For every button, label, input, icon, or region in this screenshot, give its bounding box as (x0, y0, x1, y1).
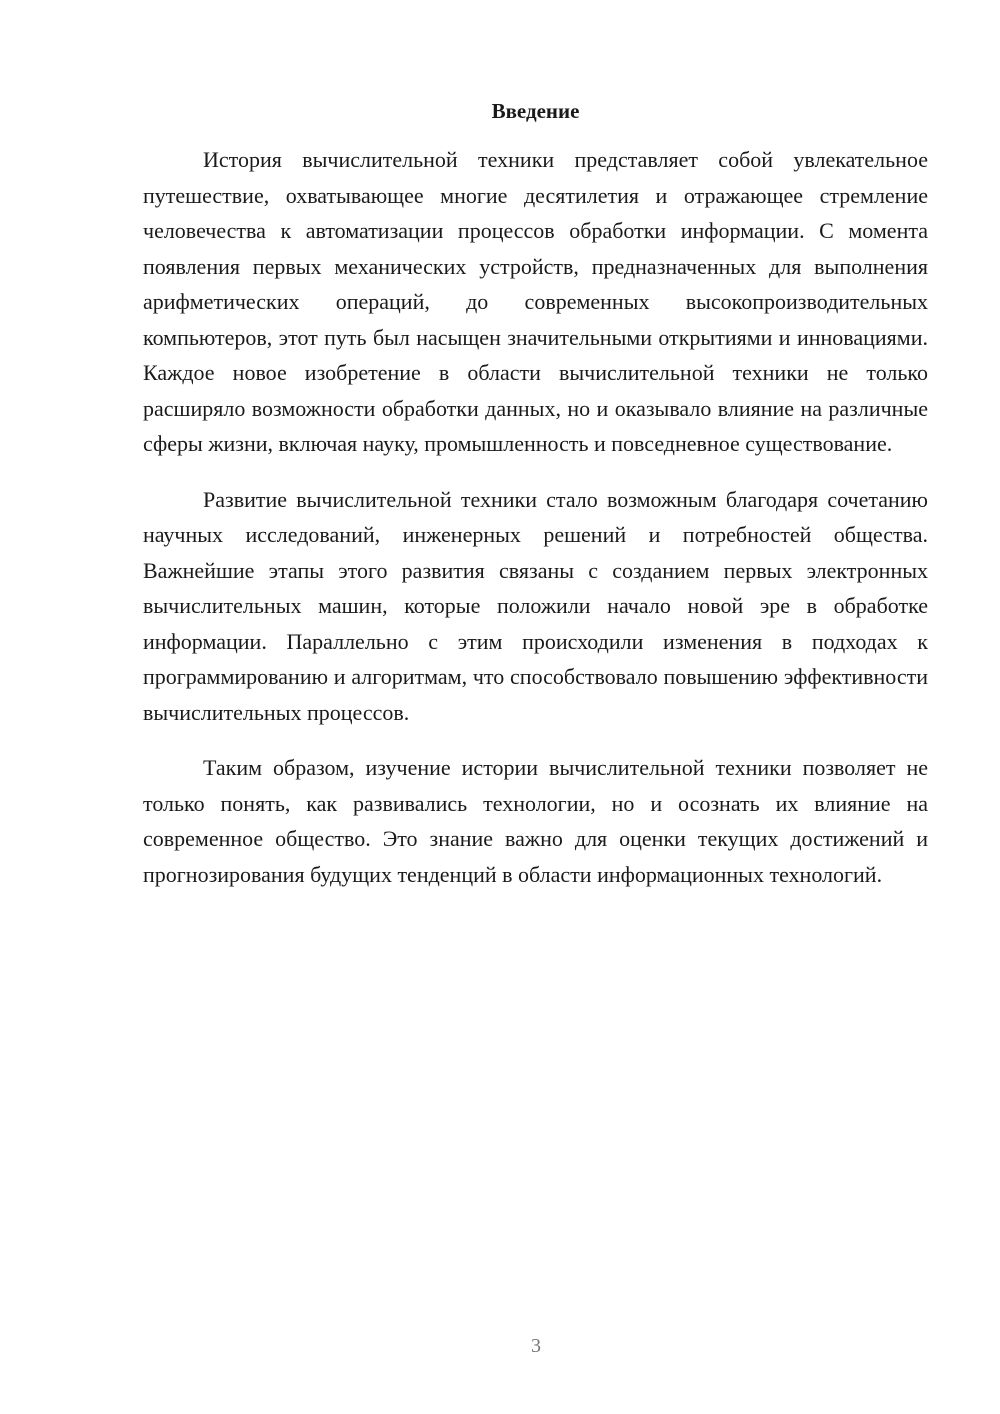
paragraph-2: Развитие вычислительной техники стало возможным благодаря сочетанию научных исследований, инженерных решений и потребностей общества. Важнейшие этапы этого развития связаны с созданием первых электронных вычислительных машин, которые положили начало новой эре в обработке информации. Параллельно с этим происходили изменения в подходах к программированию и алгоритмам, что способствовало повышению эффективности вычислительных процессов. (143, 486, 928, 725)
paragraph-1: История вычислительной техники представляет собой увлекательное путешествие, охватывающее многие десятилетия и отражающее стремление человечества к автоматизации процессов обработки информации. С момента появления первых механических устройств, предназначенных для выполнения арифметических операций, до современных высокопроизводительных компьютеров, этот путь был насыщен значительными открытиями и инновациями. Каждое новое изобретение в области вычислительной техники не только расширяло возможности обработки данных, но и оказывало влияние на различные сферы жизни, включая науку, промышленность и повседневное существование. (143, 147, 928, 456)
section-heading: Введение (491, 99, 580, 123)
body-text (143, 142, 928, 892)
page-number: 3 (531, 1335, 541, 1357)
paragraph-3: Таким образом, изучение истории вычислительной техники позволяет не только понять, как развивались технологии, но и осознать их влияние на современное общество. Это знание важно для оценки текущих достижений и прогнозирования будущих тенденций в области информационных технологий. (143, 755, 928, 887)
